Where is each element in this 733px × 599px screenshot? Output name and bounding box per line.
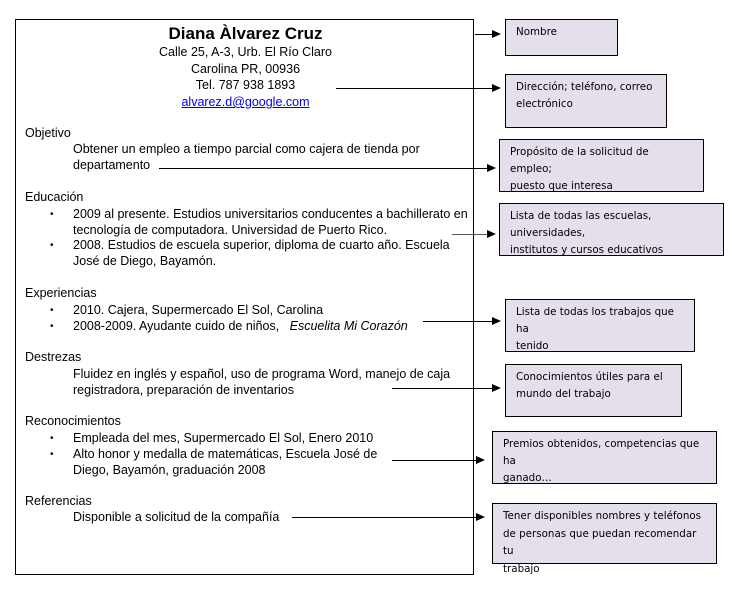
arrowhead-icon xyxy=(492,30,501,38)
reconocimientos-item-line: Empleada del mes, Supermercado El Sol, Enero 2010 xyxy=(73,431,374,445)
connector-line xyxy=(452,234,487,235)
experiencias-item xyxy=(73,319,408,333)
section-title-educacion: Educación xyxy=(25,190,84,204)
connector-line xyxy=(336,88,495,89)
section-title-destrezas: Destrezas xyxy=(25,350,82,364)
objetivo-text-line: departamento xyxy=(73,158,151,172)
reconocimientos-item-line: Alto honor y medalla de matemáticas, Escuela José de xyxy=(73,447,378,461)
callout-reconocimientos xyxy=(492,431,717,484)
callout-text-line: Nombre xyxy=(516,26,557,38)
educacion-item-line: José de Diego, Bayamón. xyxy=(73,254,217,268)
email-link[interactable]: alvarez.d@google.com xyxy=(181,95,310,109)
arrowhead-icon xyxy=(487,230,496,238)
section-title-experiencias: Experiencias xyxy=(25,286,97,300)
callout-text-line: Lista de todas las escuelas, universidades, xyxy=(510,210,652,239)
resume-document xyxy=(15,19,474,575)
bullet-icon: • xyxy=(50,449,54,460)
educacion-item-line: tecnología de computadora. Universidad de Puerto Rico. xyxy=(73,223,388,237)
experiencias-item-italic: Escuelita Mi Corazón xyxy=(289,319,408,333)
connector-line xyxy=(159,168,489,169)
callout-text-line: Propósito de la solicitud de empleo; xyxy=(510,146,649,175)
bullet-icon: • xyxy=(50,321,54,332)
connector-line xyxy=(292,517,480,518)
connector-line xyxy=(392,460,480,461)
callout-text-line: ganado… xyxy=(503,472,552,484)
callout-text-line: electrónico xyxy=(516,98,573,110)
arrowhead-icon xyxy=(492,84,501,92)
bullet-icon: • xyxy=(50,433,54,444)
callout-direccion xyxy=(505,74,667,128)
arrowhead-icon xyxy=(476,456,485,464)
connector-line xyxy=(392,388,495,389)
callout-nombre xyxy=(505,19,618,56)
destrezas-text-line: registradora, preparación de inventarios xyxy=(73,383,294,397)
arrowhead-icon xyxy=(492,317,501,325)
callout-text-line: Lista de todas los trabajos que ha xyxy=(516,306,674,335)
callout-referencias xyxy=(492,503,717,575)
callout-text-line: trabajo xyxy=(503,562,540,575)
arrowhead-icon xyxy=(476,513,485,521)
objetivo-text-line: Obtener un empleo a tiempo parcial como cajera de tienda por xyxy=(73,142,420,156)
experiencias-item: 2010. Cajera, Supermercado El Sol, Carolina xyxy=(73,303,324,317)
address-line-1: Calle 25, A-3, Urb. El Río Claro xyxy=(159,45,332,59)
callout-text-line: Conocimientos útiles para el xyxy=(516,371,663,383)
callout-educacion xyxy=(499,203,724,256)
callout-text-line: Tener disponibles nombres y teléfonos xyxy=(503,510,702,522)
callout-objetivo xyxy=(499,139,704,192)
callout-text-line: de personas que puedan recomendar tu xyxy=(503,527,697,557)
callout-text-line: Premios obtenidos, competencias que ha xyxy=(503,438,700,467)
address-line-2: Carolina PR, 00936 xyxy=(190,62,301,76)
section-title-reconocimientos: Reconocimientos xyxy=(25,414,121,428)
callout-experiencias xyxy=(505,299,695,352)
destrezas-text-line: Fluidez en inglés y español, uso de programa Word, manejo de caja xyxy=(73,367,451,381)
resume-name: Diana Àlvarez Cruz xyxy=(168,24,323,43)
callout-text-line: Dirección; teléfono, correo xyxy=(516,81,653,93)
bullet-icon: • xyxy=(50,209,54,220)
section-title-objetivo: Objetivo xyxy=(25,126,71,140)
reconocimientos-item-line: Diego, Bayamón, graduación 2008 xyxy=(73,463,266,477)
educacion-item-line: 2009 al presente. Estudios universitarios conducentes a bachillerato en xyxy=(73,207,468,221)
callout-text-line: puesto que interesa xyxy=(510,180,613,192)
experiencias-item-text: 2008-2009. Ayudante cuido de niños, xyxy=(73,319,280,333)
section-title-referencias: Referencias xyxy=(25,494,92,508)
phone: Tel. 787 938 1893 xyxy=(195,78,296,92)
connector-line xyxy=(423,321,495,322)
referencias-text-line: Disponible a solicitud de la compañía xyxy=(73,510,280,524)
educacion-item-line: 2008. Estudios de escuela superior, diploma de cuarto año. Escuela xyxy=(73,238,450,252)
bullet-icon: • xyxy=(50,240,54,251)
callout-text-line: tenido xyxy=(516,340,549,352)
arrowhead-icon xyxy=(487,164,496,172)
arrowhead-icon xyxy=(492,384,501,392)
callout-text-line: institutos y cursos educativos xyxy=(510,244,664,256)
callout-text-line: mundo del trabajo xyxy=(516,388,611,400)
bullet-icon: • xyxy=(50,305,54,316)
callout-destrezas xyxy=(505,364,682,417)
